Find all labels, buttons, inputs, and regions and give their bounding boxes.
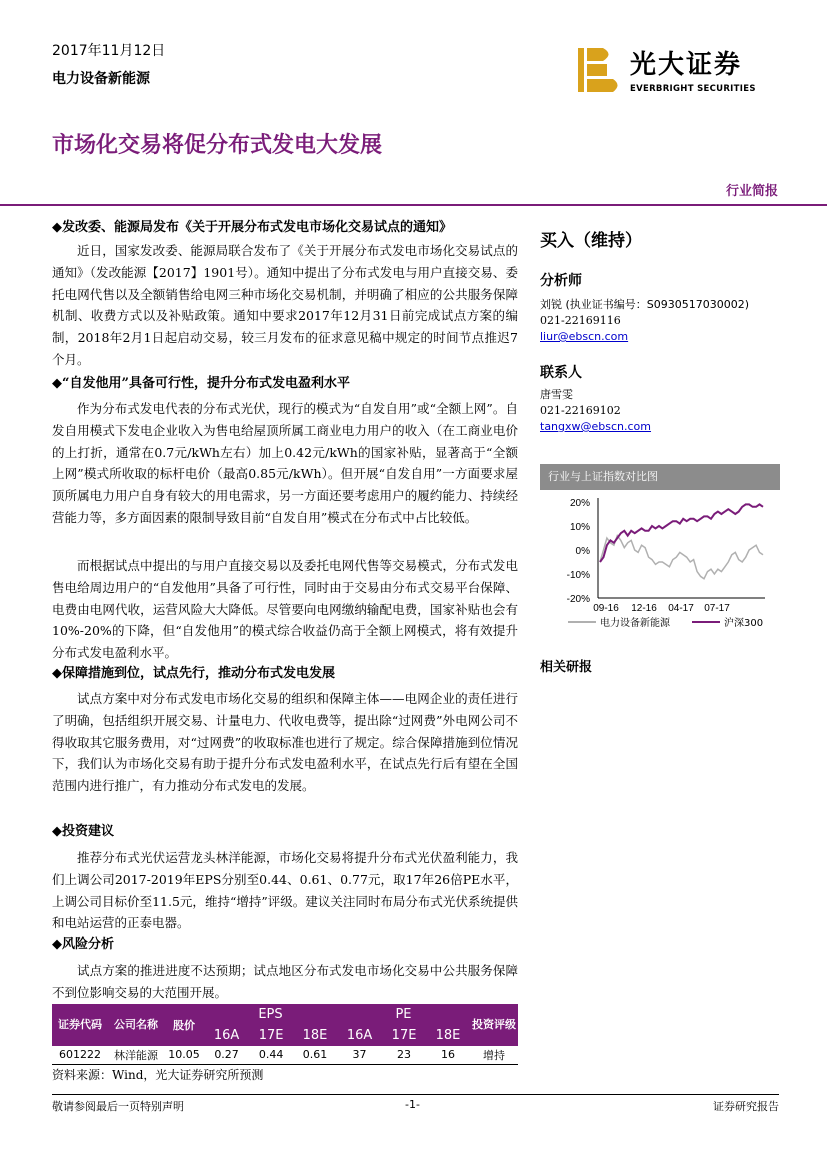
legend-label-sector: 电力设备新能源	[600, 618, 670, 629]
col-header-year: 16A	[204, 1025, 249, 1046]
paragraph: 而根据试点中提出的与用户直接交易以及委托电网代售等交易模式，分布式发电售电给周边用户的“自发他用”具备了可行性，同时由于交易由分布式交易平台保障、电费由电网代收，运营风险大大降低。尽管要向电网缴纳输配电费，国家补贴也会有10%-20%的下降，但“自发他用”的模式综合收益仍高于全额上网模式，将有效提升分布式发电盈利水平。	[52, 558, 518, 661]
x-tick-label: 07-17	[704, 603, 730, 614]
cell-code: 601222	[52, 1046, 108, 1064]
contact-heading: 联系人	[540, 365, 582, 381]
everbright-logo-icon	[578, 46, 622, 94]
col-header-year: 17E	[249, 1025, 293, 1046]
footer-report-label: 证券研究报告	[713, 1100, 779, 1113]
section-heading: ◆发改委、能源局发布《关于开展分布式发电市场化交易试点的通知》	[52, 220, 452, 235]
footer-divider	[52, 1094, 779, 1095]
report-title: 市场化交易将促分布式发电大发展	[52, 133, 383, 158]
chart-title: 行业与上证指数对比图	[540, 464, 780, 490]
related-research-heading: 相关研报	[540, 660, 593, 675]
legend-label-index: 沪深300	[724, 618, 764, 629]
x-tick-label: 04-17	[668, 603, 694, 614]
col-header-code: 证券代码	[52, 1004, 108, 1046]
header-divider	[0, 204, 827, 206]
report-type-label: 行业简报	[725, 184, 778, 199]
col-header-price: 股价	[164, 1004, 204, 1046]
section-heading: ◆保障措施到位，试点先行，推动分布式发电发展	[52, 666, 335, 681]
col-header-year: 18E	[426, 1025, 470, 1046]
analyst-heading: 分析师	[540, 273, 582, 289]
cell-eps: 0.44	[249, 1046, 293, 1064]
report-date: 2017年11月12日	[52, 43, 166, 59]
cell-rating: 增持	[470, 1046, 518, 1064]
section-heading: ◆风险分析	[52, 937, 114, 952]
col-header-name: 公司名称	[108, 1004, 164, 1046]
analyst-name: 刘锐 (执业证书编号：S0930517030002)	[540, 298, 750, 311]
table-source: 资料来源：Wind，光大证券研究所预测	[52, 1068, 264, 1082]
y-tick-label: 0%	[575, 546, 590, 557]
contact-name: 唐雪雯	[540, 388, 573, 401]
y-tick-label: 20%	[569, 498, 590, 509]
col-header-year: 16A	[337, 1025, 382, 1046]
section-heading: ◆投资建议	[52, 824, 114, 839]
page-number: -1-	[405, 1098, 420, 1111]
col-header-year: 17E	[382, 1025, 426, 1046]
section-heading: ◆“自发他用”具备可行性，提升分布式发电盈利水平	[52, 376, 350, 391]
cell-price: 10.05	[164, 1046, 204, 1064]
col-header-rating: 投资评级	[470, 1004, 518, 1046]
paragraph: 近日，国家发改委、能源局联合发布了《关于开展分布式发电市场化交易试点的通知》（发改能源【2017】1901号）。通知中提出了分布式发电与用户直接交易、委托电网代售以及全额销售给电网三种市场化交易机制，并明确了相应的公共服务保障机制、收费方式以及补贴政策。通知中要求2017年12月31日前完成试点方案的编制，2018年2月1日起启动交易，较三月发布的征求意见稿中规定的时间节点推迟7个月。	[52, 243, 518, 367]
logo-name-cn: 光大证券	[630, 50, 743, 80]
x-tick-label: 09-16	[593, 603, 619, 614]
col-header-pe: PE	[337, 1004, 470, 1025]
analyst-email-link[interactable]: liur@ebscn.com	[540, 330, 629, 343]
paragraph: 试点方案的推进进度不达预期；试点地区分布式发电市场化交易中公共服务保障不到位影响交易的大范围开展。	[52, 963, 518, 1000]
cell-pe: 23	[382, 1046, 426, 1064]
contact-phone: 021-22169102	[540, 404, 621, 417]
chart-plot	[540, 490, 780, 642]
cell-eps: 0.61	[293, 1046, 337, 1064]
cell-pe: 16	[426, 1046, 470, 1064]
y-tick-label: -10%	[566, 570, 590, 581]
table-row	[52, 1046, 518, 1064]
paragraph: 推荐分布式光伏运营龙头林洋能源，市场化交易将提升分布式光伏盈利能力，我们上调公司2017-2019年EPS分别至0.44、0.61、0.77元，取17年26倍PE水平，上调公司目标价至11.5元，维持“增持”评级。建议关注同时布局分布式光伏系统提供和电站运营的正泰电器。	[52, 850, 518, 931]
col-header-year: 18E	[293, 1025, 337, 1046]
paragraph: 作为分布式发电代表的分布式光伏，现行的模式为“自发自用”或“全额上网”。自发自用模式下发电企业收入为售电给屋顶所属工商业电力用户的收入（在工商业电价的上打折，通常在0.7元/kWh左右）加上0.42元/kWh的国家补贴，显著高于“全额上网”模式所收取的标杆电价（最高0.85元/kWh）。但开展“自发自用”一方面要求屋顶所属电力用户自身有较大的用电需求，另一方面还要考虑用户的履约能力、持续经营能力等，多方面因素的限制导致目前“自发自用”模式在分布式中占比较低。	[52, 401, 518, 525]
col-header-eps: EPS	[204, 1004, 337, 1025]
x-tick-label: 12-16	[631, 603, 657, 614]
cell-name: 林洋能源	[108, 1046, 164, 1064]
rating: 买入（维持）	[540, 231, 642, 251]
analyst-phone: 021-22169116	[540, 314, 621, 327]
footer-disclaimer: 敬请参阅最后一页特别声明	[52, 1100, 184, 1113]
y-tick-label: -20%	[566, 594, 590, 605]
y-tick-label: 10%	[569, 522, 590, 533]
series-line-sector	[600, 536, 763, 579]
sector-label: 电力设备新能源	[52, 71, 150, 87]
cell-eps: 0.27	[204, 1046, 249, 1064]
logo-name-en: EVERBRIGHT SECURITIES	[630, 84, 756, 94]
index-comparison-chart	[540, 464, 780, 642]
valuation-table	[52, 1004, 518, 1065]
contact-email-link[interactable]: tangxw@ebscn.com	[540, 420, 652, 433]
cell-pe: 37	[337, 1046, 382, 1064]
paragraph: 试点方案中对分布式发电市场化交易的组织和保障主体——电网企业的责任进行了明确，包括组织开展交易、计量电力、代收电费等，提出除“过网费”外电网公司不得收取其它服务费用，对“过网费”的收取标准也进行了规定。综合保障措施到位情况下，我们认为市场化交易有助于提升分布式发电盈利水平，在试点先行后有望在全国范围内进行推广，有力推动分布式发电的发展。	[52, 691, 518, 794]
